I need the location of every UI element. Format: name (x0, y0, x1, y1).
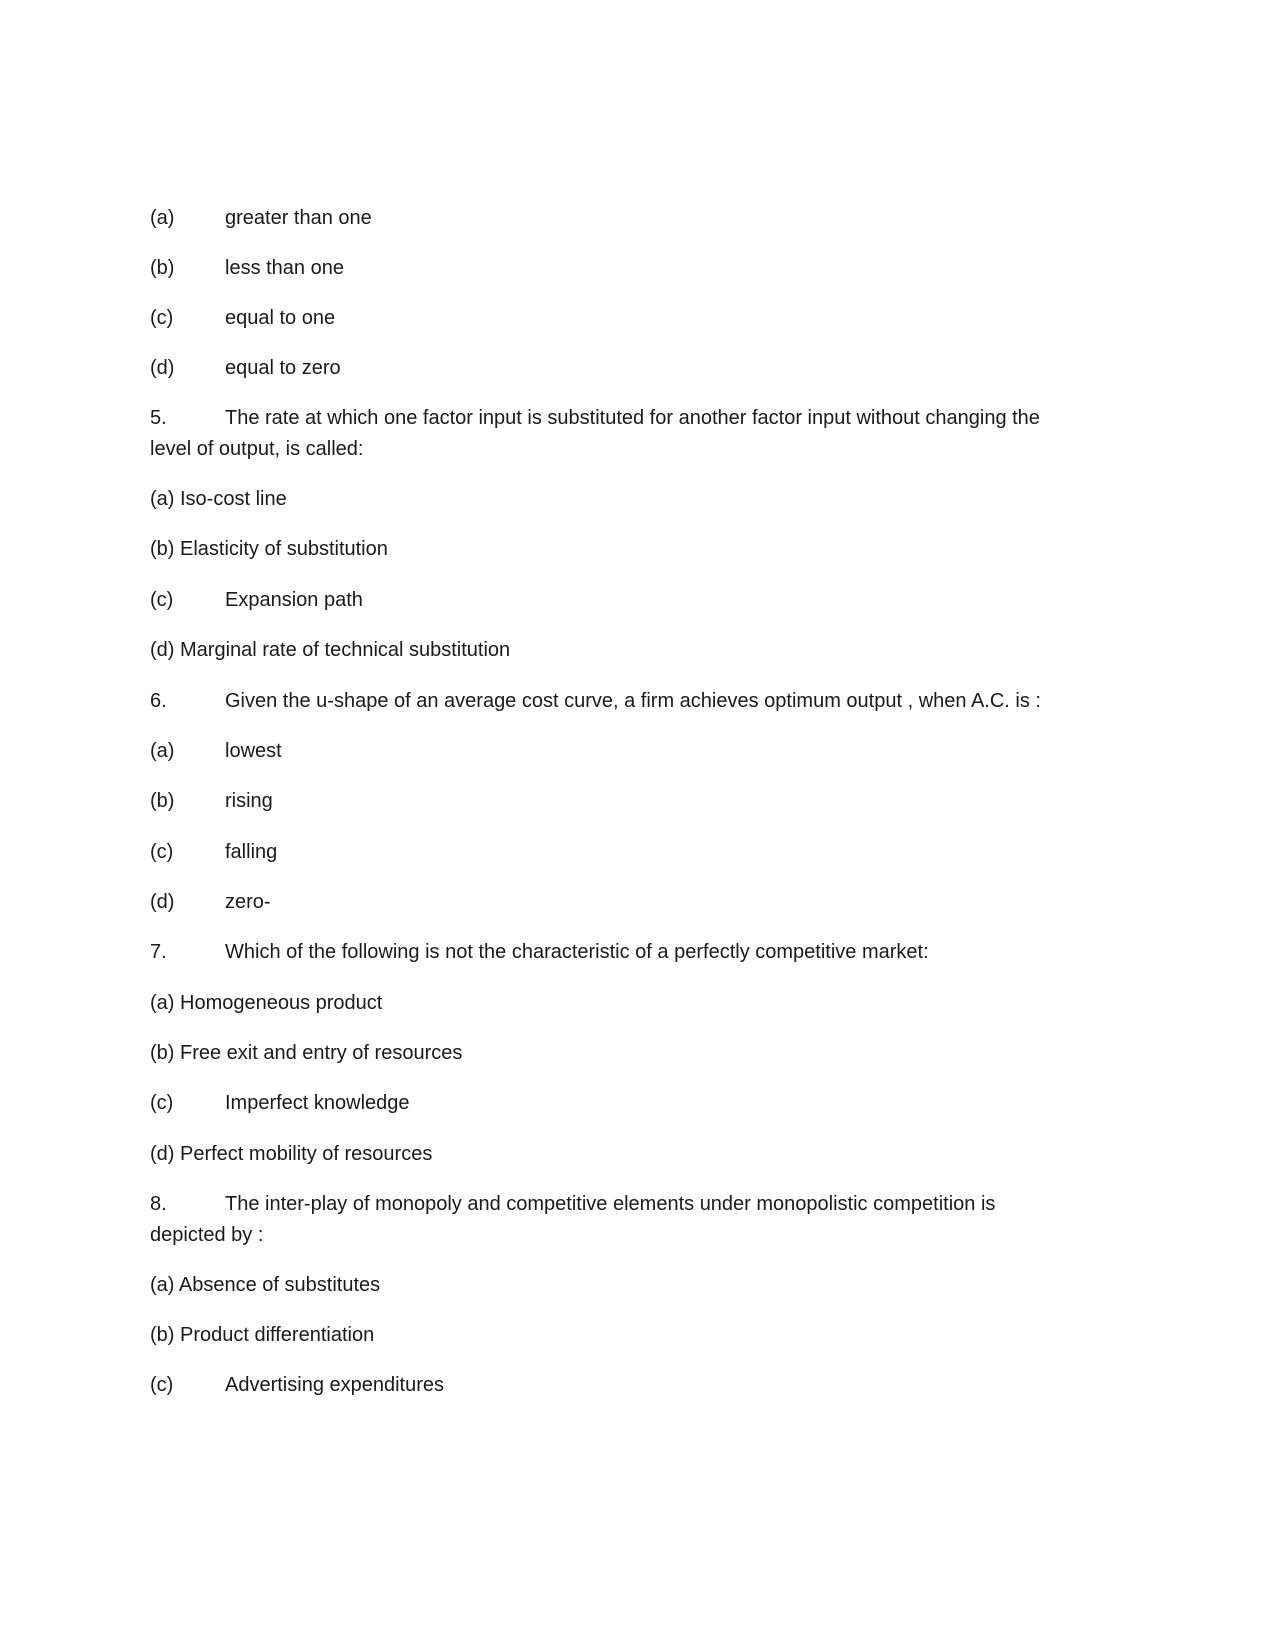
option-line (150, 1139, 1110, 1170)
option-text: rising (225, 790, 273, 812)
question-number: 5. (150, 407, 167, 429)
option-label: (c) (150, 589, 174, 611)
option-line (150, 887, 1110, 918)
option-text: (b) Product differentiation (150, 1324, 375, 1346)
option-line (150, 253, 1110, 284)
option-label: (c) (150, 307, 174, 329)
option-text: (b) Free exit and entry of resources (150, 1042, 463, 1064)
option-text: falling (225, 841, 278, 863)
option-label: (c) (150, 841, 174, 863)
option-text: greater than one (225, 207, 372, 229)
option-text: (d) Perfect mobility of resources (150, 1143, 433, 1165)
option-line (150, 1038, 1110, 1069)
option-label: (b) (150, 790, 175, 812)
question-text-continued: level of output, is called: (150, 438, 364, 460)
question-5-continuation (150, 434, 1110, 465)
option-label: (a) (150, 207, 175, 229)
option-line (150, 736, 1110, 767)
option-text: (d) Marginal rate of technical substitution (150, 639, 511, 661)
question-text: The rate at which one factor input is substituted for another factor input without changing the (225, 407, 1040, 429)
question-5 (150, 403, 1110, 434)
option-line (150, 353, 1110, 384)
question-number: 7. (150, 941, 167, 963)
option-line (150, 1370, 1110, 1401)
option-label: (d) (150, 891, 175, 913)
question-number: 6. (150, 690, 167, 712)
option-line (150, 484, 1110, 515)
option-line (150, 303, 1110, 334)
question-text: Which of the following is not the characteristic of a perfectly competitive market: (225, 941, 929, 963)
option-label: (b) (150, 257, 175, 279)
option-line (150, 203, 1110, 234)
question-8-continuation (150, 1220, 1110, 1251)
question-number: 8. (150, 1193, 167, 1215)
option-text: equal to zero (225, 357, 341, 379)
option-text: zero- (225, 891, 271, 913)
question-6 (150, 686, 1110, 717)
option-text: (a) Absence of substitutes (150, 1274, 381, 1296)
question-text-continued: depicted by : (150, 1224, 264, 1246)
option-text: (a) Homogeneous product (150, 992, 383, 1014)
option-line (150, 1320, 1110, 1351)
option-line (150, 534, 1110, 565)
option-line (150, 786, 1110, 817)
question-text: The inter-play of monopoly and competitive elements under monopolistic competition is (225, 1193, 996, 1215)
option-text: lowest (225, 740, 282, 762)
question-7 (150, 937, 1110, 968)
option-line (150, 988, 1110, 1019)
question-text: Given the u-shape of an average cost curve, a firm achieves optimum output , when A.C. is : (225, 690, 1041, 712)
option-line (150, 1270, 1110, 1301)
option-text: (a) Iso-cost line (150, 488, 287, 510)
option-label: (c) (150, 1374, 174, 1396)
option-text: equal to one (225, 307, 336, 329)
option-line (150, 635, 1110, 666)
option-text: less than one (225, 257, 344, 279)
option-text: Imperfect knowledge (225, 1092, 410, 1114)
option-label: (a) (150, 740, 175, 762)
option-label: (c) (150, 1092, 174, 1114)
option-line (150, 1088, 1110, 1119)
option-line (150, 585, 1110, 616)
option-label: (d) (150, 357, 175, 379)
option-text: Expansion path (225, 589, 363, 611)
question-8 (150, 1189, 1110, 1220)
option-text: Advertising expenditures (225, 1374, 445, 1396)
option-line (150, 837, 1110, 868)
option-text: (b) Elasticity of substitution (150, 538, 388, 560)
